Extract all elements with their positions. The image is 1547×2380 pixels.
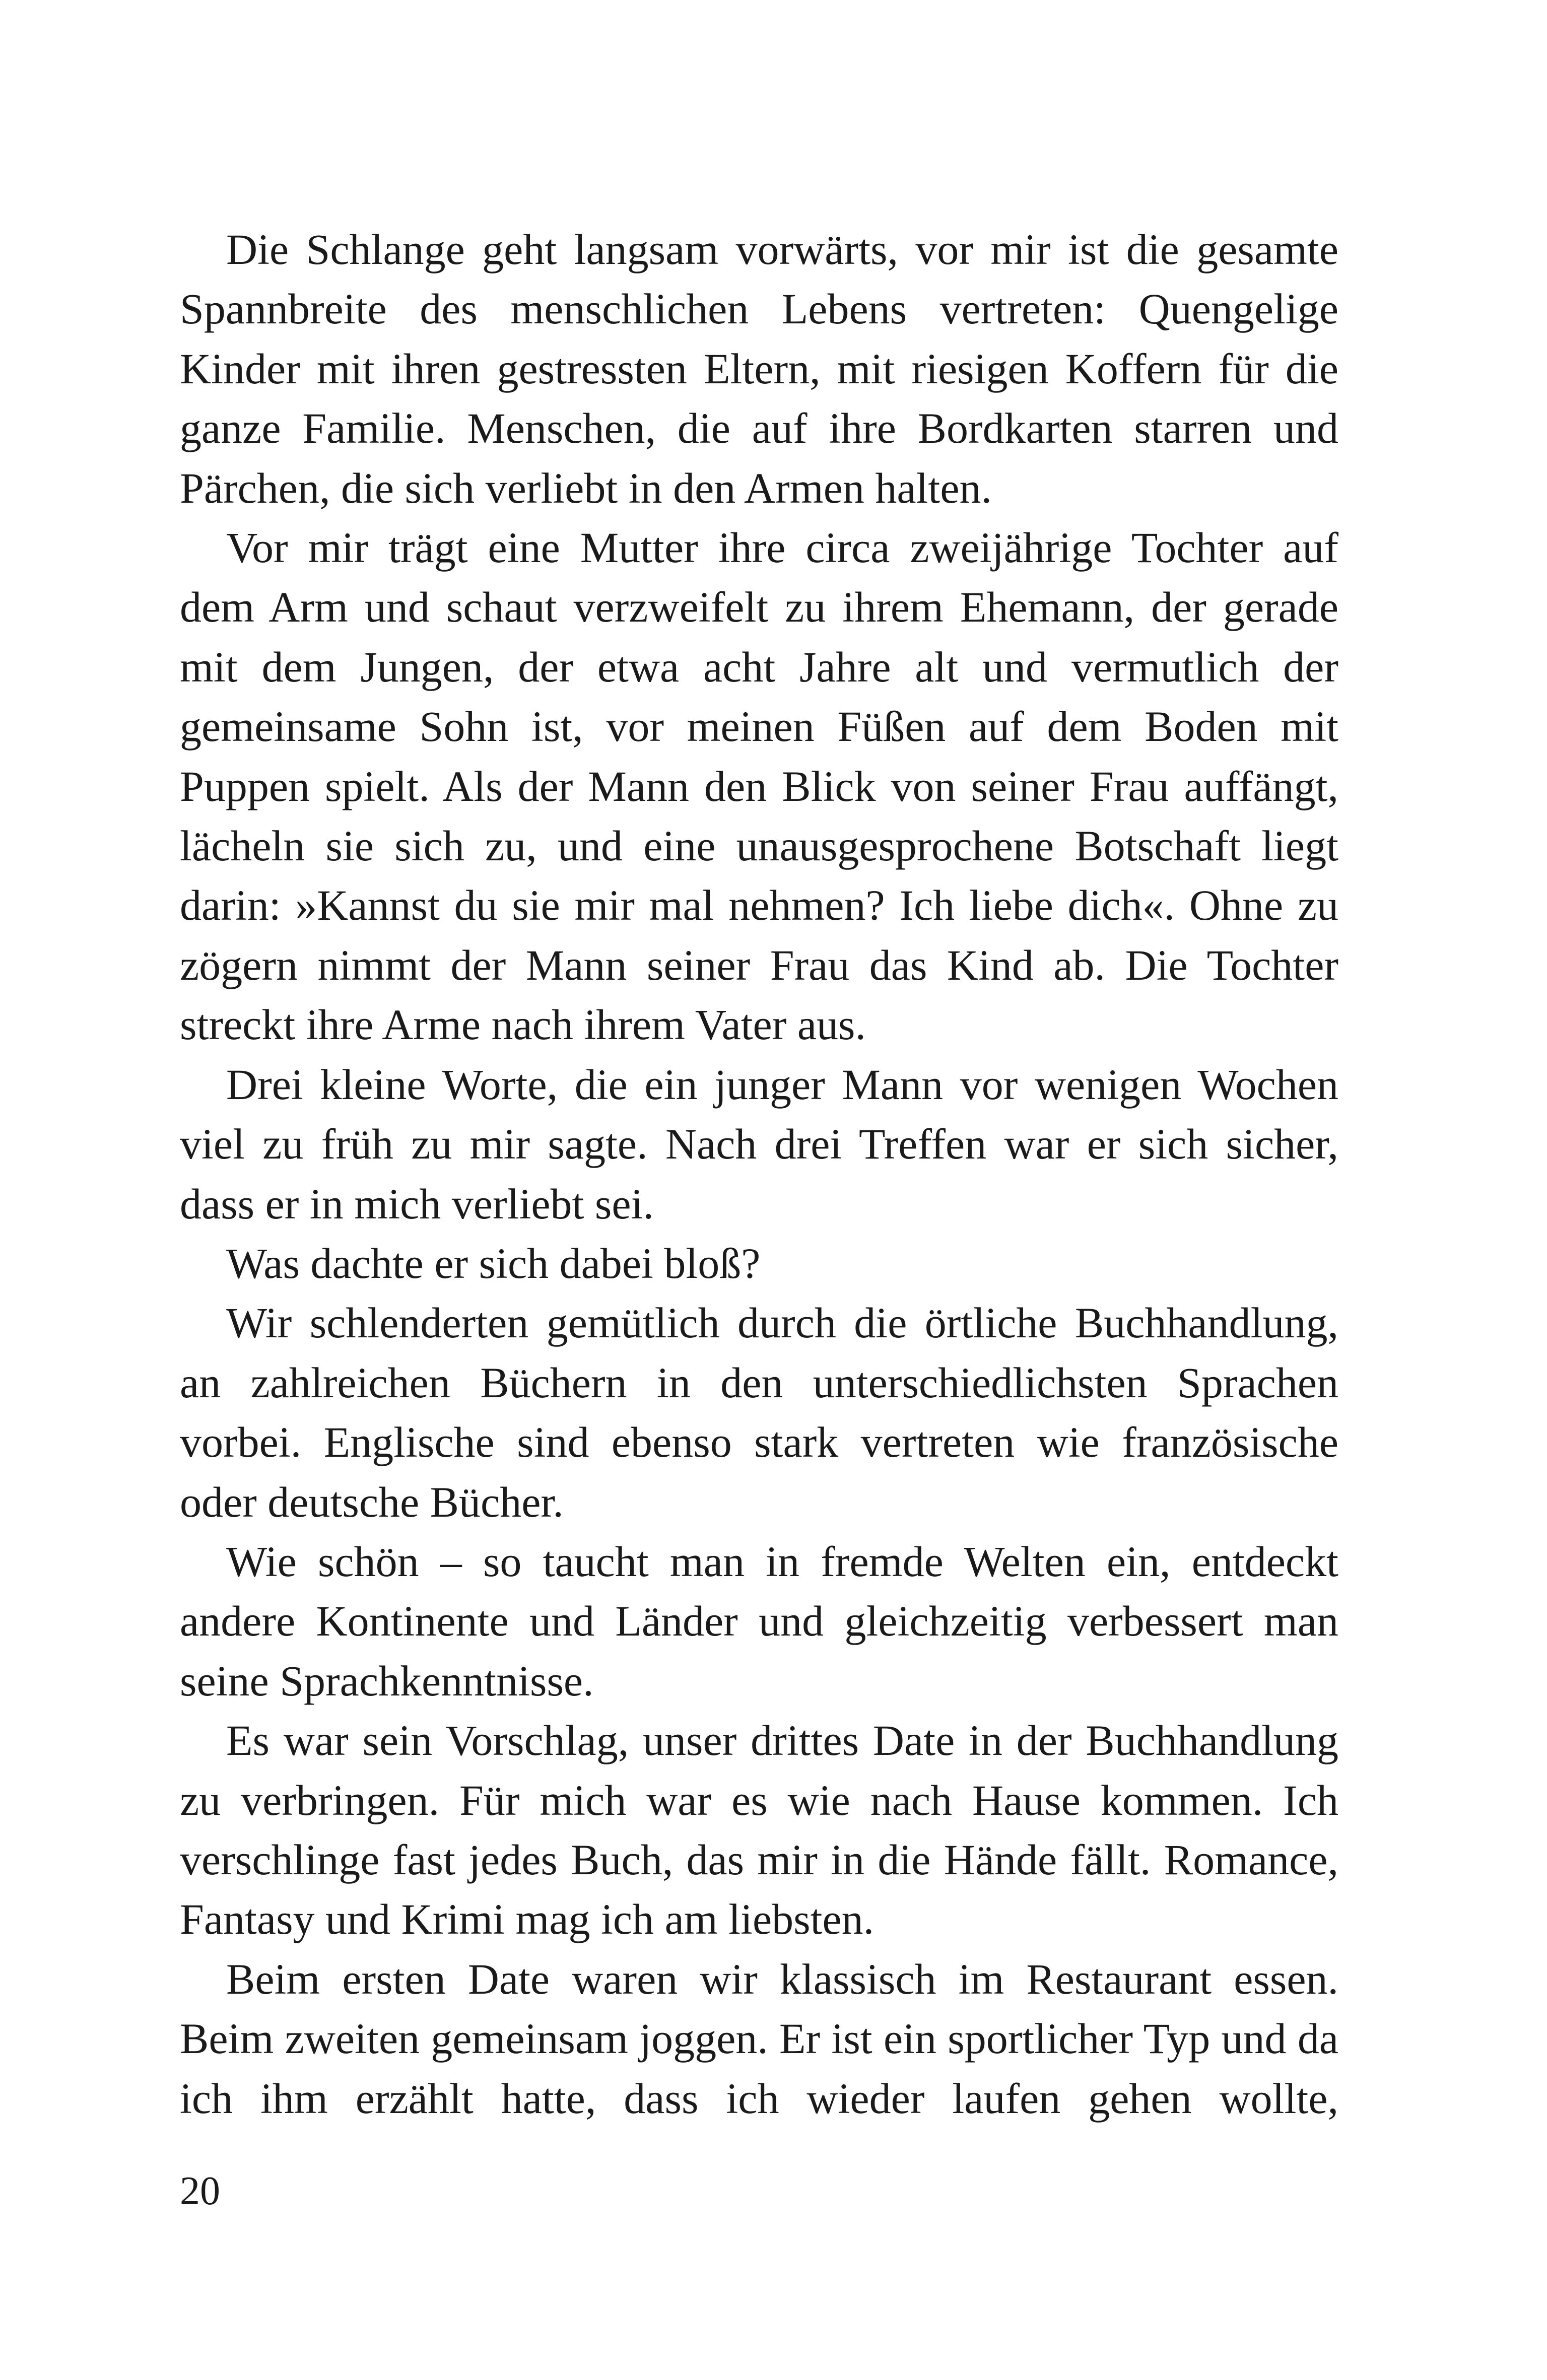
paragraph: Beim ersten Date waren wir klassisch im Restaurant essen. Beim zweiten gemeinsam joggen. Er ist ein sportlicher Typ und da ich ihm erzählt hatte, dass ich wieder laufen gehen wollte, — [180, 1954, 1338, 2123]
paragraph: Was dachte er sich dabei bloß? — [226, 1239, 761, 1287]
page-number: 20 — [180, 2169, 220, 2213]
paragraph: Es war sein Vorschlag, unser drittes Date in der Buchhandlung zu verbringen. Für mich war es wie nach Hause kommen. Ich verschlinge fast jedes Buch, das mir in die Hände fällt. Romance, Fantasy und Krimi mag ich am liebsten. — [180, 1716, 1338, 1944]
paragraph: Vor mir trägt eine Mutter ihre circa zweijährige Tochter auf dem Arm und schaut verzweifelt zu ihrem Ehemann, der gerade mit dem Jungen, der etwa acht Jahre alt und vermutlich der gemeinsame Sohn ist, vor meinen Füßen auf dem Boden mit Puppen spielt. Als der Mann den Blick von seiner Frau auffängt, lächeln sie sich zu, und eine unausgesprochene Botschaft liegt darin: »Kannst du sie mir mal nehmen? Ich liebe dich«. Ohne zu zögern nimmt der Mann seiner Frau das Kind ab. Die Tochter streckt ihre Arme nach ihrem Vater aus. — [180, 523, 1338, 1049]
paragraph: Die Schlange geht langsam vorwärts, vor mir ist die gesamte Spannbreite des menschlichen Lebens vertreten: Quengelige Kinder mit ihren gestressten Eltern, mit riesigen Koffern für die ganze Familie. Menschen, die auf ihre Bordkarten starren und Pärchen, die sich verliebt in den Armen halten. — [180, 225, 1338, 512]
paragraph: Wie schön – so taucht man in fremde Welten ein, entdeckt andere Kontinente und Länder und gleichzeitig verbessert man seine Sprachkenntnisse. — [180, 1537, 1338, 1705]
paragraph: Drei kleine Worte, die ein junger Mann vor wenigen Wochen viel zu früh zu mir sagte. Nach drei Treffen war er sich sicher, dass er in mich verliebt sei. — [180, 1060, 1338, 1228]
paragraph: Wir schlenderten gemütlich durch die örtliche Buchhandlung, an zahlreichen Büchern in den unterschiedlichsten Sprachen vorbei. Englische sind ebenso stark vertreten wie französische oder deutsche Bücher. — [180, 1299, 1338, 1526]
body-text — [180, 220, 1338, 2128]
